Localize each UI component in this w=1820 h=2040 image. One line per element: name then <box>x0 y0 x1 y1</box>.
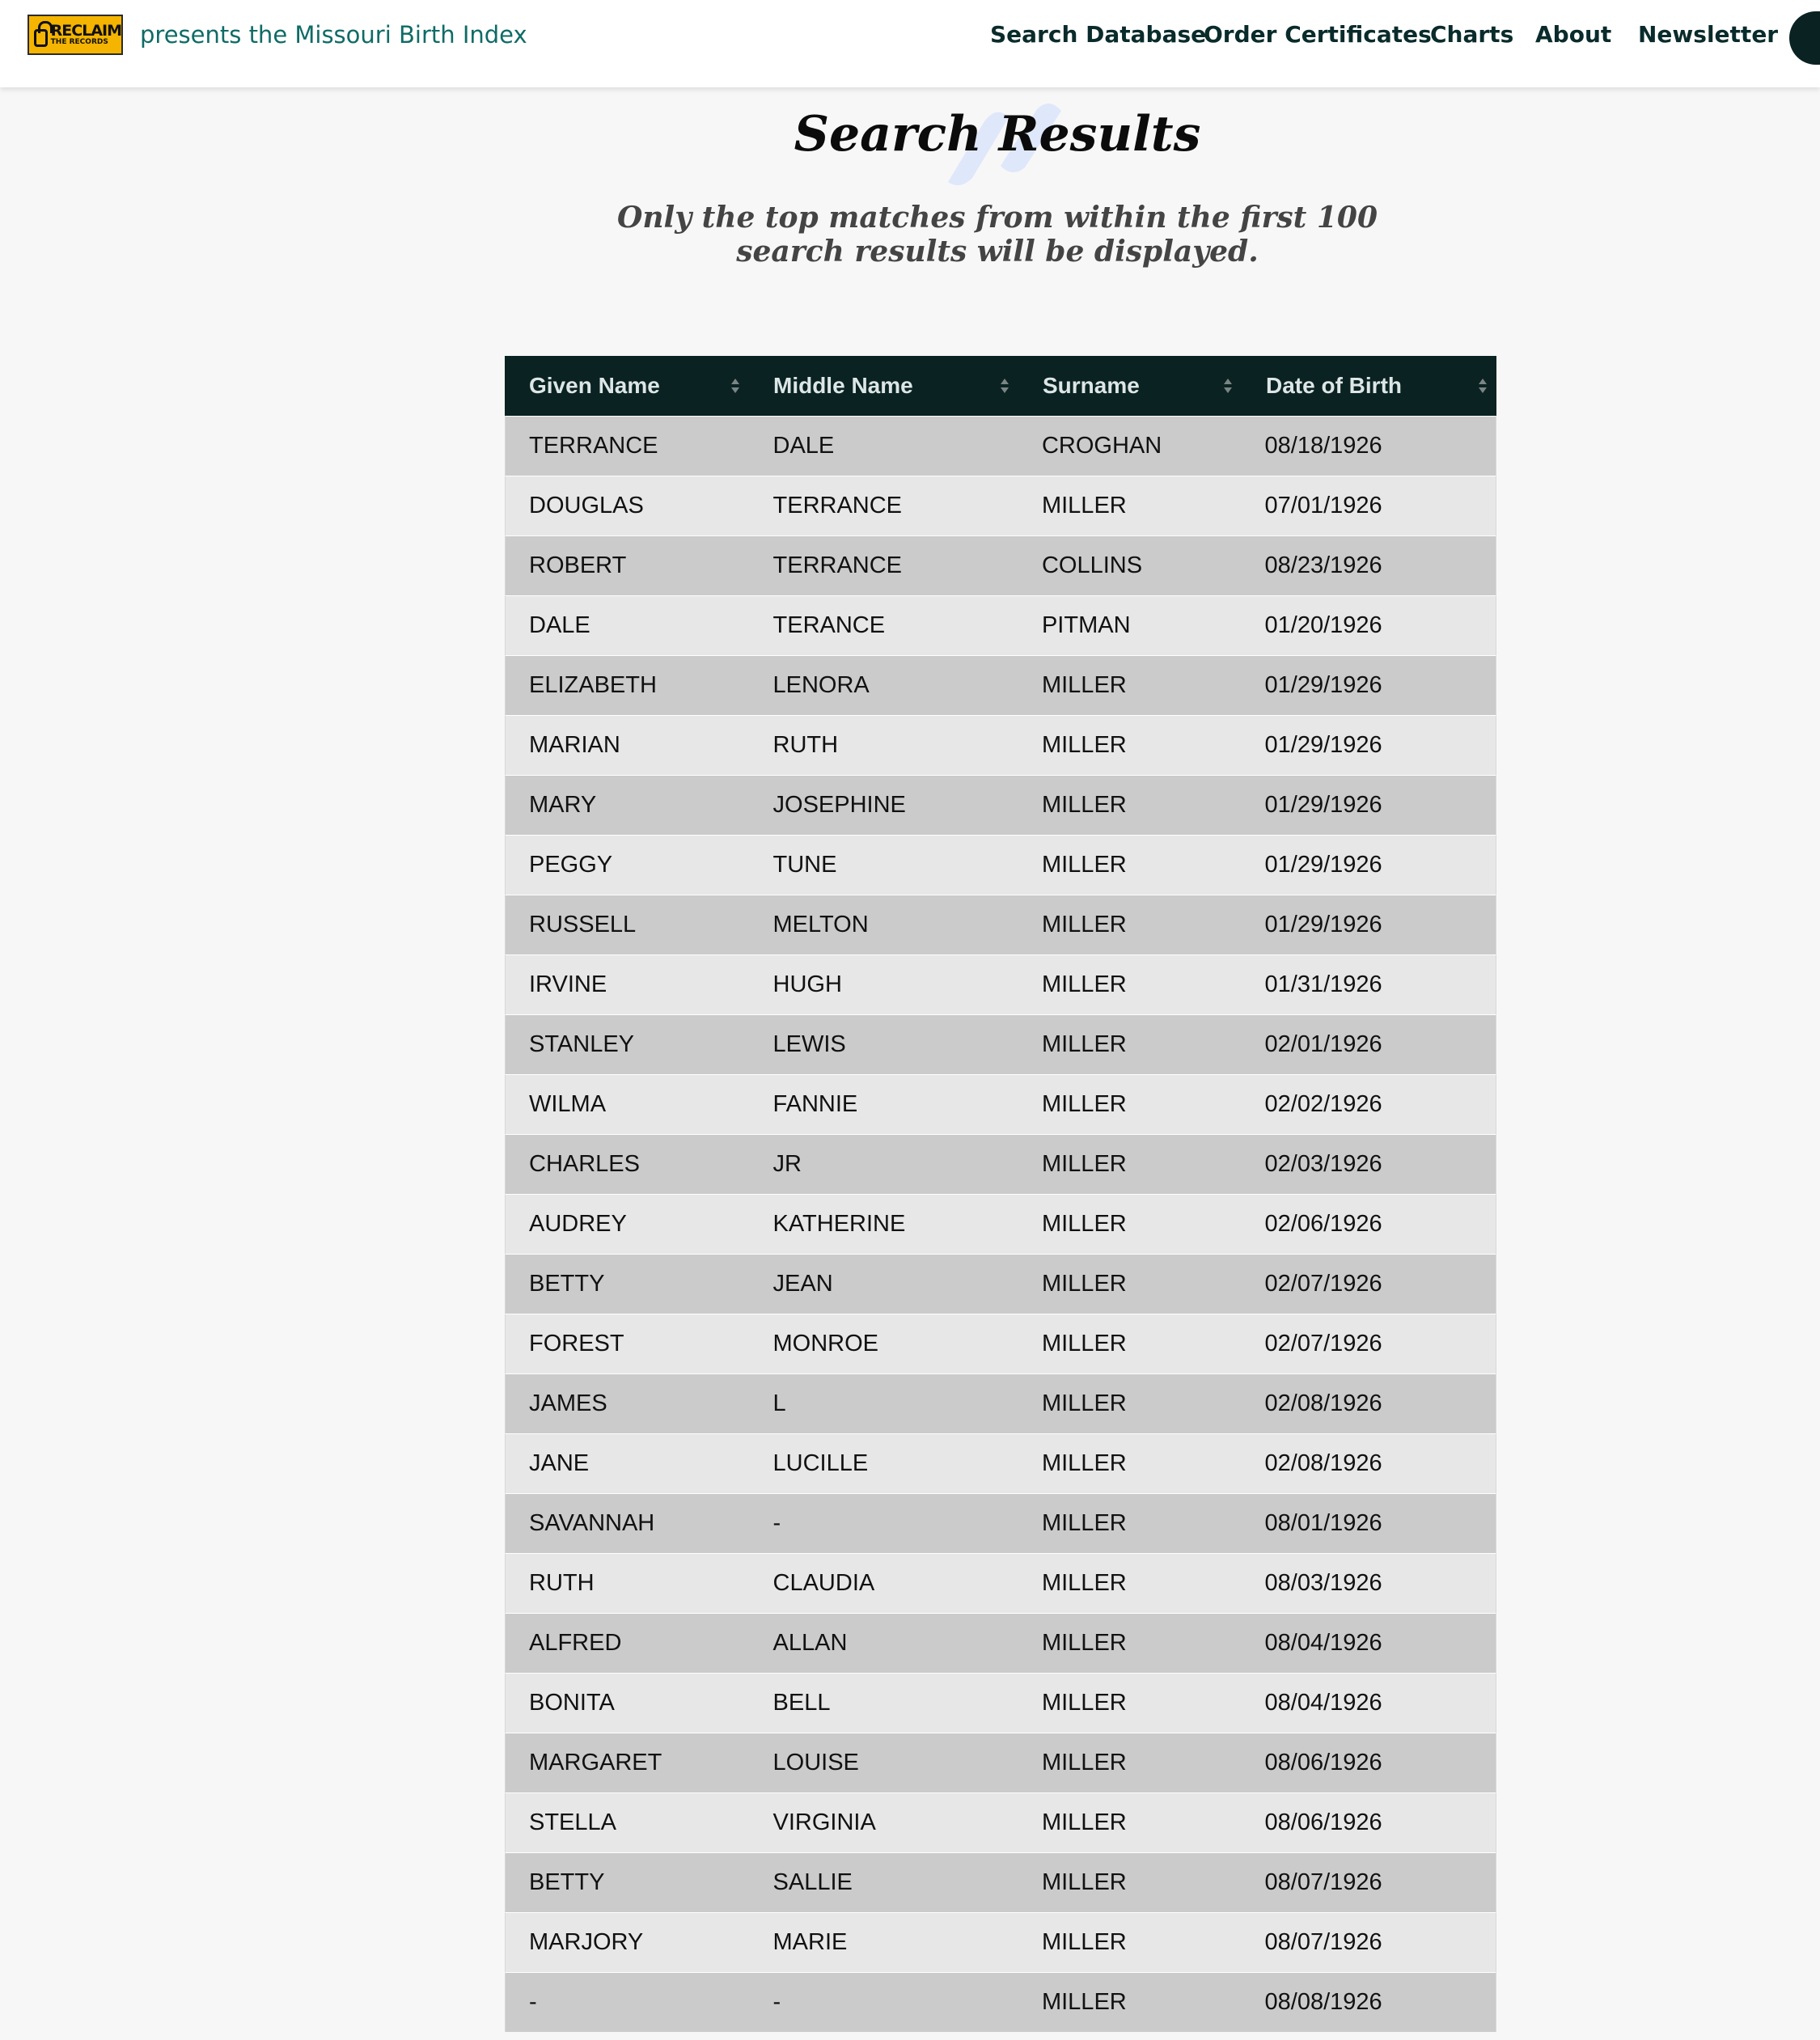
given-name-cell: WILMA <box>529 1091 607 1117</box>
subtitle-line2: search results will be displayed. <box>736 235 1259 269</box>
date-of-birth-cell: 01/29/1926 <box>1264 912 1382 937</box>
table-row[interactable] <box>505 1134 1496 1194</box>
table-row[interactable] <box>505 1074 1496 1134</box>
middle-name-cell: JOSEPHINE <box>772 792 906 818</box>
date-of-birth-cell: 01/31/1926 <box>1264 971 1382 997</box>
given-name-cell: MARIAN <box>529 732 620 758</box>
middle-name-cell: ALLAN <box>772 1630 848 1656</box>
middle-name-cell: HUGH <box>772 971 842 997</box>
nav-charts[interactable]: Charts <box>1430 21 1514 48</box>
surname-cell: MILLER <box>1041 912 1127 937</box>
date-of-birth-cell: 02/07/1926 <box>1264 1271 1382 1297</box>
table-row[interactable] <box>505 1792 1496 1852</box>
date-of-birth-cell: 01/29/1926 <box>1264 852 1382 878</box>
given-name-cell: BETTY <box>529 1271 605 1297</box>
date-of-birth-cell: 01/29/1926 <box>1264 672 1382 698</box>
table-row[interactable] <box>505 1314 1496 1373</box>
middle-name-cell: FANNIE <box>772 1091 858 1117</box>
table-row[interactable] <box>505 1493 1496 1553</box>
nav-order-certificates[interactable]: Order Certificates <box>1204 21 1432 48</box>
middle-name-cell: MELTON <box>772 912 869 937</box>
sort-icon <box>1479 379 1487 393</box>
page-title: Search Results <box>794 106 1201 163</box>
table-row[interactable] <box>505 1613 1496 1673</box>
middle-name-cell: RUTH <box>772 732 839 758</box>
given-name-cell: ROBERT <box>529 552 627 578</box>
table-row[interactable] <box>505 895 1496 954</box>
given-name-cell: DALE <box>529 612 590 638</box>
surname-cell: MILLER <box>1041 1869 1127 1895</box>
given-name-cell: PEGGY <box>529 852 613 878</box>
middle-name-cell: LUCILLE <box>772 1450 869 1476</box>
surname-cell: MILLER <box>1041 1570 1127 1596</box>
table-row[interactable] <box>505 775 1496 835</box>
date-of-birth-cell: 01/20/1926 <box>1264 612 1382 638</box>
middle-name-cell: MONROE <box>772 1331 879 1356</box>
date-of-birth-cell: 08/04/1926 <box>1264 1690 1382 1716</box>
middle-name-cell: LOUISE <box>772 1750 859 1775</box>
given-name-cell: MARGARET <box>529 1750 662 1775</box>
table-header <box>505 356 1496 416</box>
surname-cell: MILLER <box>1041 1690 1127 1716</box>
date-of-birth-cell: 08/07/1926 <box>1264 1869 1382 1895</box>
table-row[interactable] <box>505 1972 1496 2032</box>
surname-cell: MILLER <box>1041 1151 1127 1177</box>
surname-cell: PITMAN <box>1041 612 1131 638</box>
surname-cell: MILLER <box>1041 1091 1127 1117</box>
date-of-birth-cell: 01/29/1926 <box>1264 792 1382 818</box>
surname-cell: MILLER <box>1041 1510 1127 1536</box>
sort-icon <box>1001 379 1009 393</box>
given-name-cell: STELLA <box>529 1809 616 1835</box>
sort-icon <box>731 379 739 393</box>
table-row[interactable] <box>505 416 1496 476</box>
surname-cell: MILLER <box>1041 1450 1127 1476</box>
given-name-cell: CHARLES <box>529 1151 640 1177</box>
given-name-cell: SAVANNAH <box>529 1510 655 1536</box>
date-of-birth-cell: 08/07/1926 <box>1264 1929 1382 1955</box>
site-header <box>0 0 1820 87</box>
table-row[interactable] <box>505 535 1496 595</box>
table-row[interactable] <box>505 476 1496 535</box>
nav-newsletter[interactable]: Newsletter <box>1638 21 1779 48</box>
date-of-birth-cell: 01/29/1926 <box>1264 732 1382 758</box>
subtitle-line1: Only the top matches from within the first 100 <box>617 201 1378 235</box>
given-name-cell: BONITA <box>529 1690 615 1716</box>
middle-name-cell: KATHERINE <box>772 1211 906 1237</box>
given-name-cell: MARJORY <box>529 1929 644 1955</box>
date-of-birth-cell: 07/01/1926 <box>1264 493 1382 518</box>
column-middle-name[interactable]: Middle Name <box>749 356 1018 416</box>
table-row[interactable] <box>505 1553 1496 1613</box>
table-body <box>505 416 1496 2032</box>
middle-name-cell: DALE <box>772 433 835 459</box>
table-row[interactable] <box>505 835 1496 895</box>
site-tagline: presents the Missouri Birth Index <box>140 21 527 49</box>
date-of-birth-cell: 08/01/1926 <box>1264 1510 1382 1536</box>
middle-name-cell: TERRANCE <box>772 552 903 578</box>
date-of-birth-cell: 08/23/1926 <box>1264 552 1382 578</box>
surname-cell: MILLER <box>1041 732 1127 758</box>
surname-cell: MILLER <box>1041 971 1127 997</box>
middle-name-cell: SALLIE <box>772 1869 853 1895</box>
surname-cell: MILLER <box>1041 1630 1127 1656</box>
table-row[interactable] <box>505 1852 1496 1912</box>
table-row[interactable] <box>505 1433 1496 1493</box>
date-of-birth-cell: 02/01/1926 <box>1264 1031 1382 1057</box>
given-name-cell: ALFRED <box>529 1630 622 1656</box>
middle-name-cell: CLAUDIA <box>772 1570 875 1596</box>
column-date-of-birth[interactable]: Date of Birth <box>1242 356 1496 416</box>
date-of-birth-cell: 02/06/1926 <box>1264 1211 1382 1237</box>
date-of-birth-cell: 02/08/1926 <box>1264 1390 1382 1416</box>
table-row[interactable] <box>505 715 1496 775</box>
date-of-birth-cell: 08/18/1926 <box>1264 433 1382 459</box>
surname-cell: MILLER <box>1041 1331 1127 1356</box>
surname-cell: COLLINS <box>1041 552 1143 578</box>
surname-cell: MILLER <box>1041 1989 1127 2015</box>
middle-name-cell: - <box>772 1989 781 2015</box>
surname-cell: MILLER <box>1041 1211 1127 1237</box>
given-name-cell: BETTY <box>529 1869 605 1895</box>
logo-line2: THE RECORDS <box>50 38 108 46</box>
middle-name-cell: - <box>772 1510 781 1536</box>
date-of-birth-cell: 08/06/1926 <box>1264 1750 1382 1775</box>
middle-name-cell: BELL <box>772 1690 831 1716</box>
table-row[interactable] <box>505 1373 1496 1433</box>
middle-name-cell: LEWIS <box>772 1031 846 1057</box>
given-name-cell: IRVINE <box>529 971 607 997</box>
nav-about[interactable]: About <box>1535 21 1612 48</box>
column-surname[interactable]: Surname <box>1018 356 1242 416</box>
surname-cell: MILLER <box>1041 1271 1127 1297</box>
surname-cell: MILLER <box>1041 493 1127 518</box>
lock-icon <box>34 29 48 47</box>
given-name-cell: DOUGLAS <box>529 493 644 518</box>
column-given-name[interactable]: Given Name <box>505 356 749 416</box>
surname-cell: MILLER <box>1041 1390 1127 1416</box>
menu-button[interactable] <box>1789 11 1820 65</box>
given-name-cell: AUDREY <box>529 1211 627 1237</box>
table-row[interactable] <box>505 1673 1496 1733</box>
nav-search-database[interactable]: Search Database <box>990 21 1207 48</box>
date-of-birth-cell: 02/08/1926 <box>1264 1450 1382 1476</box>
given-name-cell: JANE <box>529 1450 590 1476</box>
surname-cell: MILLER <box>1041 1929 1127 1955</box>
middle-name-cell: TERRANCE <box>772 493 903 518</box>
given-name-cell: STANLEY <box>529 1031 635 1057</box>
given-name-cell: ELIZABETH <box>529 672 657 698</box>
given-name-cell: RUTH <box>529 1570 595 1596</box>
middle-name-cell: TERANCE <box>772 612 886 638</box>
table-row[interactable] <box>505 655 1496 715</box>
given-name-cell: - <box>529 1989 537 2015</box>
table-row[interactable] <box>505 954 1496 1014</box>
reclaim-logo[interactable] <box>28 15 123 55</box>
given-name-cell: JAMES <box>529 1390 607 1416</box>
surname-cell: MILLER <box>1041 1750 1127 1775</box>
given-name-cell: TERRANCE <box>529 433 658 459</box>
results-table <box>505 356 1496 2032</box>
date-of-birth-cell: 02/02/1926 <box>1264 1091 1382 1117</box>
surname-cell: MILLER <box>1041 1809 1127 1835</box>
middle-name-cell: TUNE <box>772 852 837 878</box>
surname-cell: MILLER <box>1041 852 1127 878</box>
surname-cell: MILLER <box>1041 1031 1127 1057</box>
date-of-birth-cell: 02/07/1926 <box>1264 1331 1382 1356</box>
page-subtitle <box>0 201 1820 269</box>
middle-name-cell: JEAN <box>772 1271 833 1297</box>
middle-name-cell: MARIE <box>772 1929 848 1955</box>
surname-cell: CROGHAN <box>1041 433 1162 459</box>
date-of-birth-cell: 08/03/1926 <box>1264 1570 1382 1596</box>
table-row[interactable] <box>505 1912 1496 1972</box>
date-of-birth-cell: 08/04/1926 <box>1264 1630 1382 1656</box>
table-row[interactable] <box>505 595 1496 655</box>
given-name-cell: MARY <box>529 792 597 818</box>
surname-cell: MILLER <box>1041 792 1127 818</box>
date-of-birth-cell: 08/06/1926 <box>1264 1809 1382 1835</box>
table-row[interactable] <box>505 1014 1496 1074</box>
table-row[interactable] <box>505 1194 1496 1254</box>
logo-line1: RECLAIM <box>50 22 121 40</box>
date-of-birth-cell: 02/03/1926 <box>1264 1151 1382 1177</box>
middle-name-cell: L <box>772 1390 786 1416</box>
surname-cell: MILLER <box>1041 672 1127 698</box>
middle-name-cell: LENORA <box>772 672 870 698</box>
middle-name-cell: JR <box>772 1151 802 1177</box>
table-row[interactable] <box>505 1733 1496 1792</box>
middle-name-cell: VIRGINIA <box>772 1809 876 1835</box>
date-of-birth-cell: 08/08/1926 <box>1264 1989 1382 2015</box>
given-name-cell: RUSSELL <box>529 912 637 937</box>
given-name-cell: FOREST <box>529 1331 624 1356</box>
sort-icon <box>1224 379 1232 393</box>
table-row[interactable] <box>505 1254 1496 1314</box>
